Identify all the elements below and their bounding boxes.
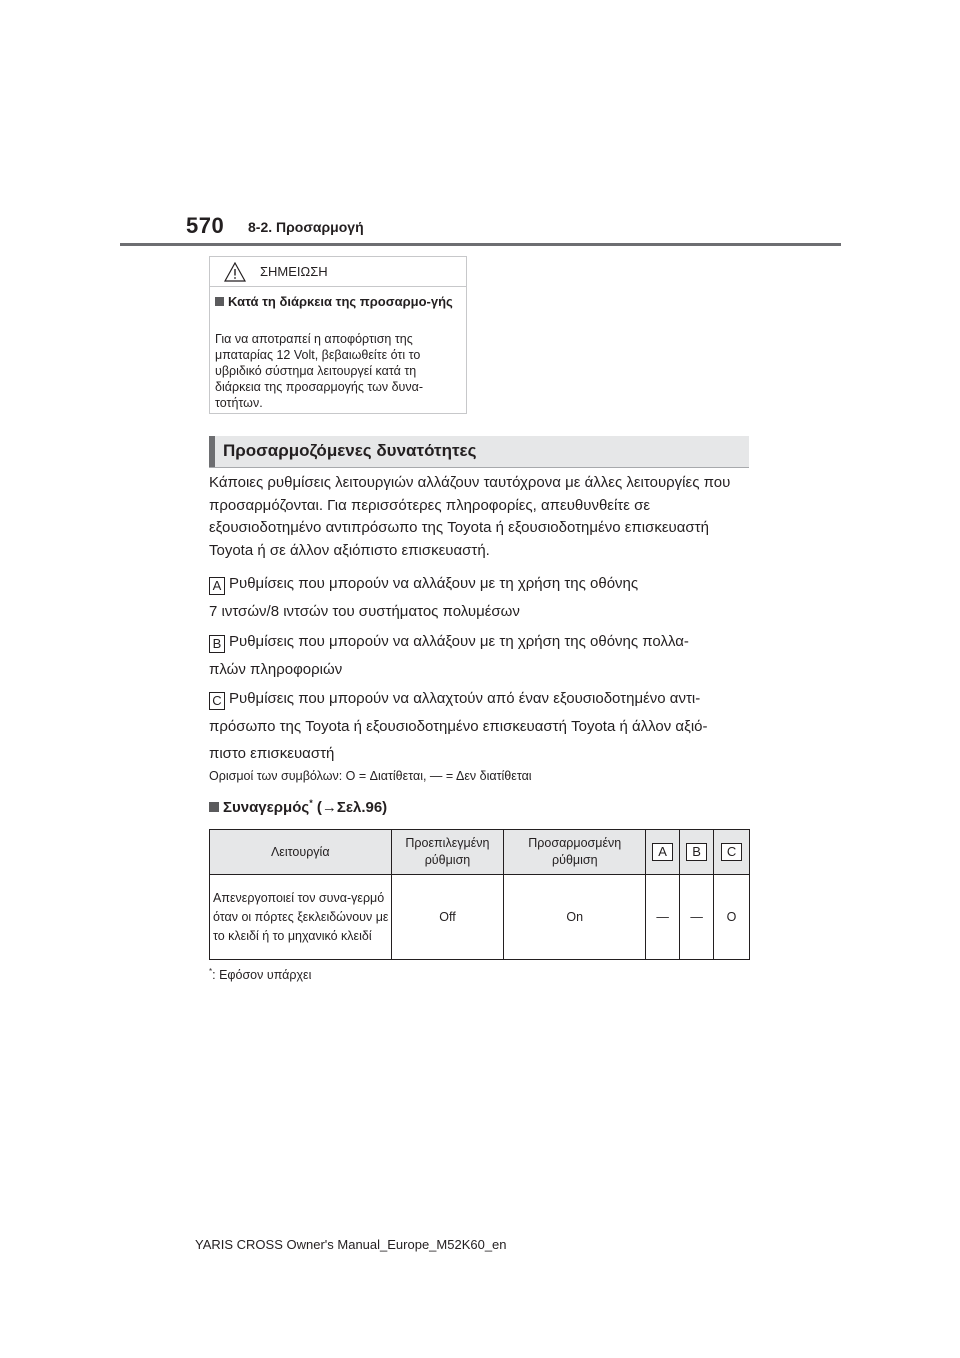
note-box: [209, 256, 467, 414]
header-c: [714, 830, 750, 875]
option-a-line1: [209, 575, 638, 595]
option-a-line2: 7 ιντσών/8 ιντσών του συστήματος πολυμέσων: [209, 603, 520, 620]
footnote-text: : Εφόσον υπάρχει: [212, 968, 312, 983]
settings-table: [209, 829, 750, 960]
option-b-letter: B: [209, 635, 225, 653]
header-b-box: B: [686, 843, 707, 861]
symbol-legend: Ορισμοί των συμβόλων: O = Διατίθεται, — = Δεν διατίθεται: [209, 769, 532, 783]
cell-default: Off: [391, 875, 504, 960]
section-title: 8-2. Προσαρμογή: [248, 219, 364, 235]
alarm-page-ref: (→Σελ.96): [316, 799, 388, 816]
alarm-star: *: [309, 798, 313, 808]
option-c-line1: [209, 690, 700, 710]
header-divider: [120, 243, 841, 246]
option-c-line3: πιστο επισκευαστή: [209, 745, 335, 762]
header-c-box: C: [721, 843, 742, 861]
note-heading: [215, 294, 465, 310]
cell-function: Απενεργοποιεί τον συνα-γερμό όταν οι πόρτες ξεκλειδώνουν με το κλειδί ή το μηχανικό κλειδί: [210, 875, 392, 960]
header-custom: Προσαρμοσμένη ρύθμιση: [504, 830, 646, 875]
option-b-line2: πλών πληροφοριών: [209, 661, 343, 678]
note-label: ΣΗΜΕΙΩΣΗ: [260, 264, 328, 279]
header-default: Προεπιλεγμένη ρύθμιση: [391, 830, 504, 875]
option-c-letter: C: [209, 692, 225, 710]
header-b: [680, 830, 714, 875]
square-bullet-icon: [209, 802, 219, 812]
note-heading-text: Κατά τη διάρκεια της προσαρμο-γής: [228, 294, 453, 309]
option-c-text: Ρυθμίσεις που μπορούν να αλλαχτούν από έναν εξουσιοδοτημένο αντι-: [229, 690, 701, 707]
band-title: Προσαρμοζόμενες δυνατότητες: [223, 441, 477, 460]
table-row: [210, 875, 750, 960]
alarm-heading: [209, 798, 387, 816]
note-header: [210, 257, 466, 287]
note-body: Για να αποτραπεί η αποφόρτιση της μπαταρίας 12 Volt, βεβαιωθείτε ότι το υβριδικό σύστημα λειτουργεί κατά τη διάρκεια της προσαρμογής των δυνα-τοτήτων.: [215, 332, 424, 410]
intro-paragraph: Κάποιες ρυθμίσεις λειτουργιών αλλάζουν ταυτόχρονα με άλλες λειτουργίες που προσαρμόζονται. Για περισσότερες πληροφορίες, απευθυνθείτε σε εξουσιοδοτημένο αντιπρόσωπο της Toyota ή εξουσιοδοτημένο επισκευαστή Toyota ή σε άλλον αξιόπιστο επισκευαστή.: [209, 474, 731, 559]
footnote: [209, 967, 311, 982]
cell-custom: On: [504, 875, 646, 960]
option-a-text: Ρυθμίσεις που μπορούν να αλλάξουν με τη χρήση της οθόνης: [229, 575, 639, 592]
header-a-box: A: [652, 843, 673, 861]
section-band: [209, 436, 749, 468]
band-accent-bar: [209, 436, 215, 467]
table-header-row: [210, 830, 750, 875]
page-footer: YARIS CROSS Owner's Manual_Europe_M52K60_en: [195, 1237, 507, 1252]
option-b-line1: [209, 633, 689, 653]
option-c-line2: πρόσωπο της Toyota ή εξουσιοδοτημένο επισκευαστή Toyota ή άλλον αξιό-: [209, 718, 708, 735]
option-b-text: Ρυθμίσεις που μπορούν να αλλάξουν με τη χρήση της οθόνης πολλα-: [229, 633, 689, 650]
alarm-title: Συναγερμός: [223, 799, 310, 816]
header-a: [646, 830, 680, 875]
footnote-mark: *: [209, 967, 213, 976]
cell-a: —: [646, 875, 680, 960]
cell-c: O: [714, 875, 750, 960]
option-a-letter: A: [209, 577, 225, 595]
warning-icon: [224, 262, 246, 282]
square-bullet-icon: [215, 297, 224, 306]
header-function: Λειτουργία: [210, 830, 392, 875]
cell-b: —: [680, 875, 714, 960]
page-number: 570: [186, 213, 225, 238]
